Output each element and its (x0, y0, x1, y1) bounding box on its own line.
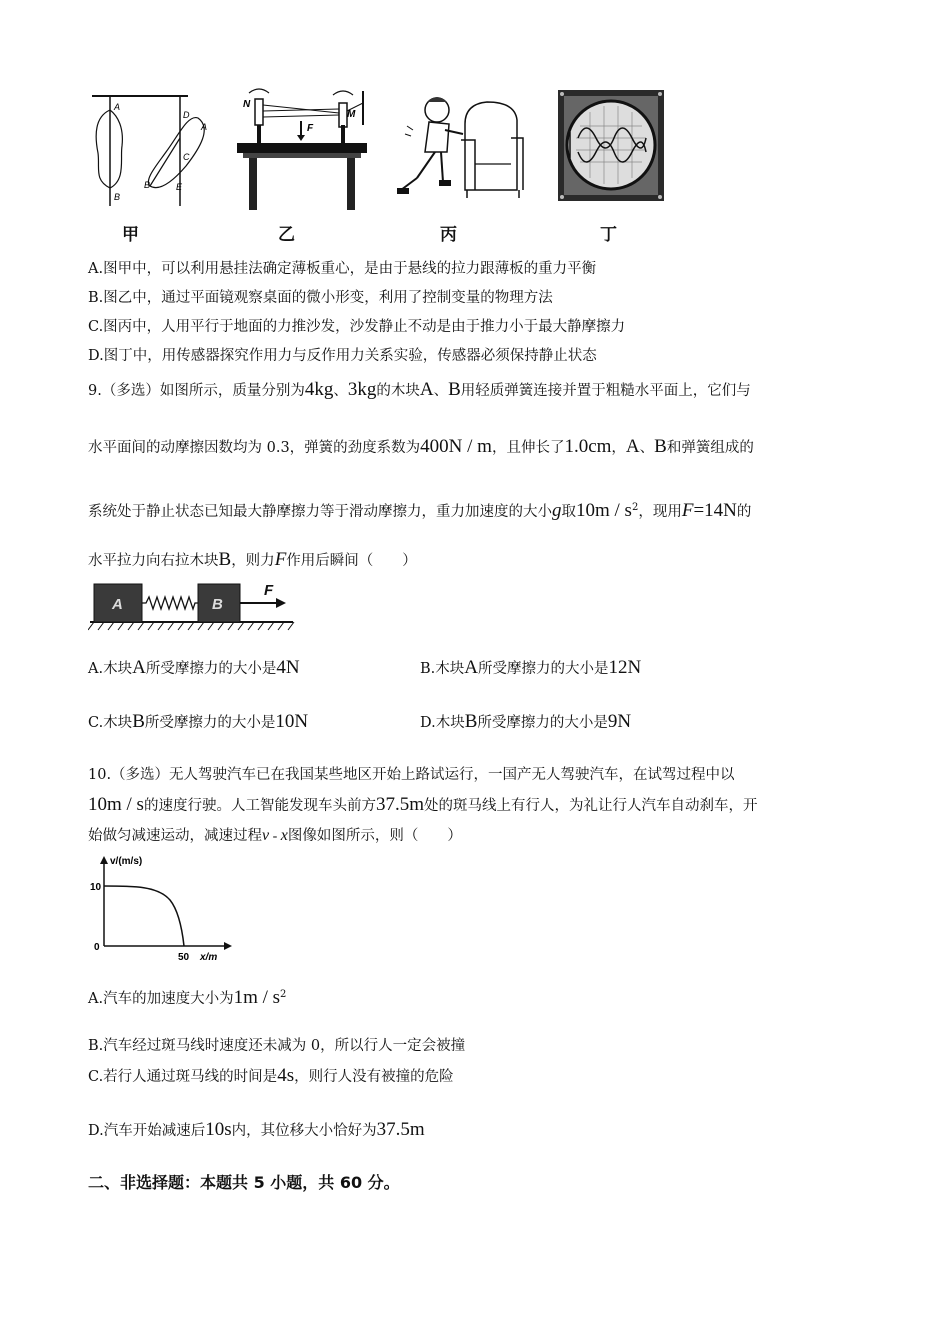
graph-y-label: v/(m/s) (110, 856, 143, 867)
figure-ding (556, 88, 666, 203)
figure-yi (235, 85, 375, 215)
q10-vx-graph (86, 852, 236, 964)
jia-letter-c: C (183, 152, 190, 162)
jia-letter-a: A (114, 102, 121, 112)
q9-block-b-label: B (212, 596, 223, 613)
q10-option-a: A.汽车的加速度大小为$1m / s^2$ (88, 986, 287, 1008)
q10-option-d: D.汽车开始减速后10s内，其位移大小恰好为37.5m (88, 1119, 425, 1140)
jia-letter-d: D (183, 110, 190, 120)
q8-option-c: C.图丙中，人用平行于地面的力推沙发，沙发静止不动是由于推力小于最大静摩擦力 (88, 319, 626, 335)
figure-label-bing: 丙 (440, 225, 457, 245)
q9-line-4: 水平拉力向右拉木块B，则力F作用后瞬间（ ） (88, 549, 417, 570)
q9-figure (88, 578, 298, 636)
q8-option-b: B.图乙中，通过平面镜观察桌面的微小形变，利用了控制变量的物理方法 (88, 290, 553, 306)
q9-force-label: F (264, 582, 274, 599)
q8-option-d: D.图丁中，用传感器探究作用力与反作用力关系实验，传感器必须保持静止状态 (88, 348, 597, 364)
q10-option-c: C.若行人通过斑马线的时间是4s，则行人没有被撞的危险 (88, 1065, 454, 1086)
q9-line-1: 9.（多选）如图所示，质量分别为4kg、3kg的木块A、B用轻质弹簧连接并置于粗糙水平面上，它们与 (88, 379, 751, 400)
jia-letter-b: B (114, 192, 121, 202)
figure-bing (395, 90, 530, 205)
q10-option-b: B.汽车经过斑马线时速度还未减为 0，所以行人一定会被撞 (88, 1038, 466, 1054)
yi-letter-f: F (307, 123, 314, 134)
q10-line-3: 始做匀减速运动，减速过程v - x图像如图所示，则（ ） (88, 827, 462, 844)
jia-letter-e: E (176, 182, 183, 192)
figure-label-yi: 乙 (278, 225, 295, 245)
q9-option-b: B.木块A所受摩擦力的大小是12N (420, 657, 642, 678)
graph-origin: 0 (94, 942, 100, 953)
q10-line-2: 10m / s的速度行驶。人工智能发现车头前方37.5m处的斑马线上有行人，为礼让行人汽车自动刹车，开 (88, 794, 758, 815)
q9-line-2: 水平面间的动摩擦因数均为 0.3，弹簧的劲度系数为400N / m，且伸长了1.0cm，A、B和弹簧组成的 (88, 436, 754, 457)
q9-option-c: C.木块B所受摩擦力的大小是10N (88, 711, 309, 732)
figure-label-ding: 丁 (600, 225, 617, 245)
figure-jia (88, 88, 208, 213)
q9-option-d: D.木块B所受摩擦力的大小是9N (420, 711, 632, 732)
figure-label-jia: 甲 (122, 225, 139, 245)
section-2-heading: 二、非选择题：本题共 5 小题，共 60 分。 (88, 1173, 400, 1192)
q9-line-3: 系统处于静止状态已知最大静摩擦力等于滑动摩擦力，重力加速度的大小g取$10m / s^2$，现用F=14N的 (88, 499, 752, 521)
q8-option-a: A.图甲中，可以利用悬挂法确定薄板重心，是由于悬线的拉力跟薄板的重力平衡 (88, 261, 597, 277)
jia-letter-a2: A (201, 122, 208, 132)
q9-option-a: A.木块A所受摩擦力的大小是4N (88, 657, 300, 678)
q9-block-a-label: A (112, 596, 123, 613)
graph-x-label: x/m (200, 952, 218, 963)
yi-letter-m: M (347, 109, 356, 120)
yi-letter-n: N (243, 99, 251, 110)
q10-line-1: 10.（多选）无人驾驶汽车已在我国某些地区开始上路试运行，一国产无人驾驶汽车，在试驾过程中以 (88, 767, 735, 783)
graph-x-tick: 50 (178, 952, 190, 963)
graph-y-tick: 10 (90, 882, 102, 893)
jia-letter-b2: B (144, 180, 151, 190)
